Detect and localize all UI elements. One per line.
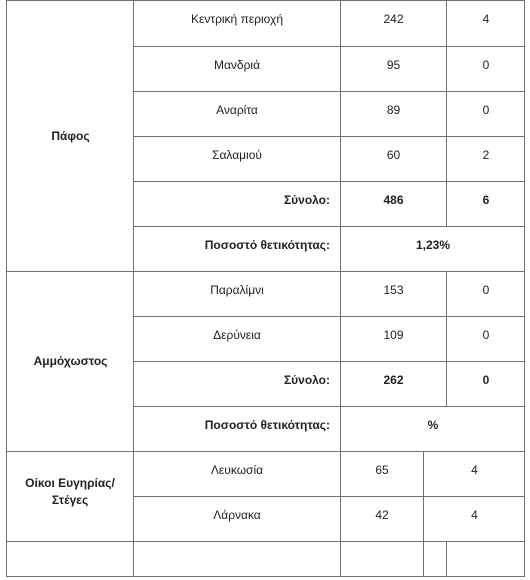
tested-count: 65 xyxy=(375,462,389,477)
positive-count: 0 xyxy=(482,57,490,72)
results-table xyxy=(6,0,525,577)
tested-count: 242 xyxy=(383,11,404,26)
total-positive: 0 xyxy=(482,372,490,387)
positivity-rate-value: 1,23% xyxy=(415,237,451,252)
column-divider xyxy=(446,541,447,577)
tested-count: 89 xyxy=(386,102,401,117)
tested-count: 109 xyxy=(383,327,404,342)
positivity-rate-value: % xyxy=(427,417,439,432)
positive-count: 4 xyxy=(471,507,478,522)
positive-count: 4 xyxy=(471,462,478,477)
area-name: Κεντρική περιοχή xyxy=(190,11,284,26)
total-tested: 262 xyxy=(383,372,404,387)
positive-count: 0 xyxy=(482,327,490,342)
total-label: Σύνολο: xyxy=(283,372,330,387)
area-name: Αναρίτα xyxy=(216,102,258,117)
positivity-rate-label: Ποσοστό θετικότητας: xyxy=(204,417,330,432)
positive-count: 2 xyxy=(482,147,490,162)
tested-count: 153 xyxy=(383,282,404,297)
group-divider xyxy=(7,541,525,542)
area-name: Λευκωσία xyxy=(210,462,264,477)
area-name: Λάρνακα xyxy=(213,507,261,522)
total-positive: 6 xyxy=(482,192,490,207)
tested-count: 60 xyxy=(386,147,401,162)
region-label: Πάφος xyxy=(51,128,90,143)
tested-count: 42 xyxy=(375,507,389,522)
positive-count: 4 xyxy=(482,11,490,26)
area-name: Παραλίμνι xyxy=(210,282,264,297)
region-label: Οίκοι Ευγηρίας/ Στέγες xyxy=(25,476,115,507)
positive-count: 0 xyxy=(482,282,490,297)
positivity-rate-label: Ποσοστό θετικότητας: xyxy=(204,237,330,252)
region-label: Αμμόχωστος xyxy=(33,354,108,368)
area-name: Δερύνεια xyxy=(213,327,261,342)
area-name: Σαλαμιού xyxy=(212,147,262,162)
total-tested: 486 xyxy=(383,192,404,207)
total-label: Σύνολο: xyxy=(283,192,330,207)
tested-count: 95 xyxy=(386,57,401,72)
area-name: Μανδριά xyxy=(213,57,261,72)
positive-count: 0 xyxy=(482,102,490,117)
